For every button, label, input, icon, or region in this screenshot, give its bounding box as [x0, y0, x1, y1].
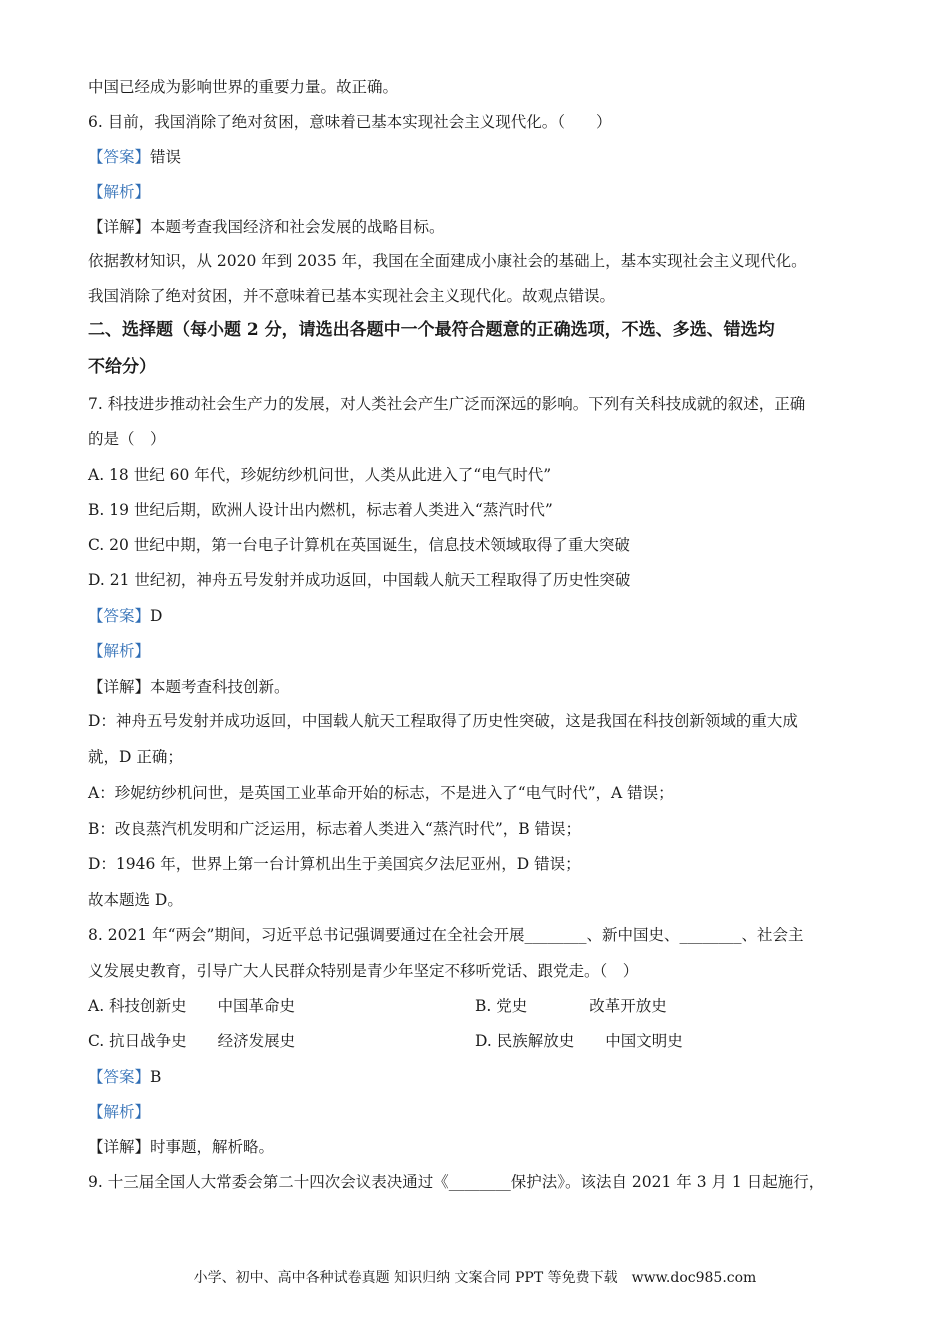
- analysis-tag: 【解析】: [88, 642, 151, 660]
- detail-line: [88, 1136, 274, 1158]
- question-8: 8. 2021 年“两会”期间，习近平总书记强调要通过在全社会开展________、新中国史、________、社会主: [88, 926, 804, 944]
- answer-value: D: [150, 607, 163, 625]
- option-a: A. 科技创新史 中国革命史: [88, 997, 296, 1015]
- analysis-tag: 【解析】: [88, 1103, 151, 1121]
- question-7: 7. 科技进步推动社会生产力的发展，对人类社会产生广泛而深远的影响。下列有关科技成就的叙述，正确: [88, 395, 806, 413]
- answer-tag: 【答案】: [88, 607, 151, 625]
- text-line: 故本题选 D。: [88, 891, 183, 909]
- answer-value: B: [150, 1068, 162, 1086]
- answer-value: 错误: [150, 148, 182, 166]
- option-d: D. 21 世纪初，神舟五号发射并成功返回，中国载人航天工程取得了历史性突破: [88, 571, 631, 589]
- answer-line: [88, 605, 162, 627]
- answer-tag: 【答案】: [88, 1068, 151, 1086]
- text-line: 依据教材知识，从 2020 年到 2035 年，我国在全面建成小康社会的基础上，基本实现社会主义现代化。: [88, 252, 807, 270]
- detail-tag: 【详解】: [88, 678, 151, 696]
- detail-tag: 【详解】: [88, 1138, 151, 1156]
- question-7-cont: 的是（ ）: [88, 430, 166, 448]
- analysis-tag: 【解析】: [88, 183, 151, 201]
- option-a: A. 18 世纪 60 年代，珍妮纺纱机问世，人类从此进入了“电气时代”: [88, 466, 552, 484]
- page-footer: 小学、初中、高中各种试卷真题 知识归纳 文案合同 PPT 等免费下载 www.doc985.com: [193, 1270, 757, 1286]
- text-line: 中国已经成为影响世界的重要力量。故正确。: [88, 78, 399, 96]
- answer-line: [88, 146, 181, 168]
- option-c: C. 抗日战争史 经济发展史: [88, 1032, 296, 1050]
- question-9: 9. 十三届全国人大常委会第二十四次会议表决通过《________保护法》。该法自 2021 年 3 月 1 日起施行，: [88, 1173, 825, 1191]
- detail-line: [88, 676, 290, 698]
- question-6: 6. 目前，我国消除了绝对贫困，意味着已基本实现社会主义现代化。（ ）: [88, 113, 612, 131]
- question-8-cont: 义发展史教育，引导广大人民群众特别是青少年坚定不移听党话、跟党走。（ ）: [88, 962, 639, 980]
- section-heading-cont: 不给分）: [88, 357, 156, 377]
- detail-tag: 【详解】: [88, 218, 151, 236]
- detail-text: 本题考查我国经济和社会发展的战略目标。: [150, 218, 445, 236]
- option-b: B. 党史 改革开放史: [475, 997, 667, 1015]
- text-line: B：改良蒸汽机发明和广泛运用，标志着人类进入“蒸汽时代”，B 错误；: [88, 820, 582, 838]
- text-line: A：珍妮纺纱机问世，是英国工业革命开始的标志，不是进入了“电气时代”，A 错误；: [88, 784, 674, 802]
- option-b: B. 19 世纪后期，欧洲人设计出内燃机，标志着人类进入“蒸汽时代”: [88, 501, 553, 519]
- text-line: 就，D 正确；: [88, 748, 183, 766]
- text-line: D：神舟五号发射并成功返回，中国载人航天工程取得了历史性突破，这是我国在科技创新领域的重大成: [88, 712, 798, 730]
- answer-line: [88, 1066, 161, 1088]
- option-d: D. 民族解放史 中国文明史: [475, 1032, 683, 1050]
- option-c: C. 20 世纪中期，第一台电子计算机在英国诞生，信息技术领域取得了重大突破: [88, 536, 630, 554]
- answer-tag: 【答案】: [88, 148, 151, 166]
- detail-line: [88, 216, 445, 238]
- detail-text: 时事题，解析略。: [150, 1138, 275, 1156]
- text-line: D：1946 年，世界上第一台计算机出生于美国宾夕法尼亚州，D 错误；: [88, 855, 581, 873]
- text-line: 我国消除了绝对贫困，并不意味着已基本实现社会主义现代化。故观点错误。: [88, 287, 616, 305]
- detail-text: 本题考查科技创新。: [150, 678, 290, 696]
- section-heading: 二、选择题（每小题 2 分，请选出各题中一个最符合题意的正确选项，不选、多选、错选均: [88, 320, 775, 340]
